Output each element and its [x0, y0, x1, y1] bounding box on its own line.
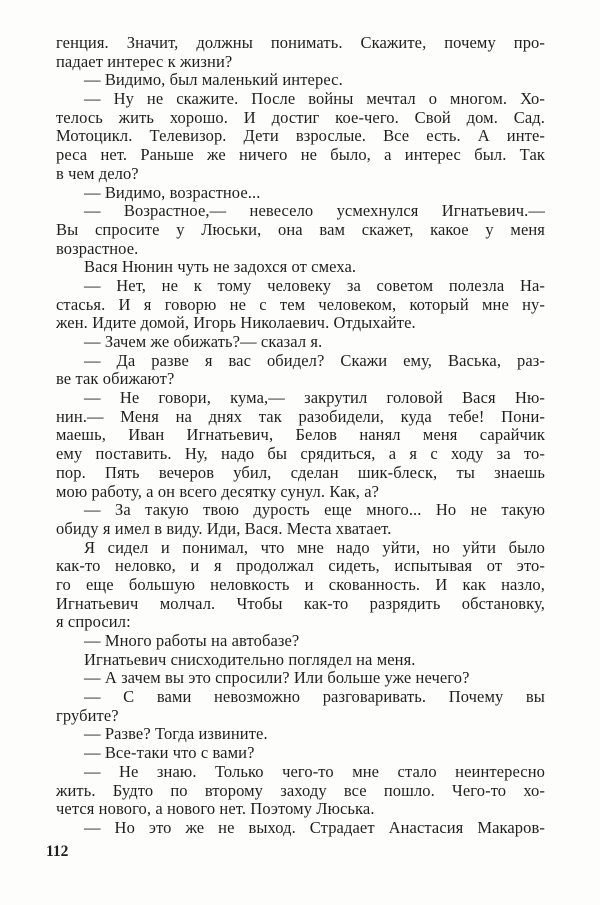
text-line: в чем дело? — [56, 164, 139, 183]
text-line: Я сидел и понимал, что мне надо уйти, но уйти было — [84, 538, 545, 557]
text-line: Мотоцикл. Телевизор. Дети взрослые. Все есть. А инте- — [56, 127, 545, 146]
text-line: генция. Значит, должны понимать. Скажите, почему про- — [56, 34, 545, 52]
text-line: Игнатьевич молчал. Чтобы как-то разрядить обстановку, — [56, 594, 545, 613]
text-line: нин.— Меня на днях так разобидели, куда тебе! Пони- — [56, 407, 545, 426]
text-line: жить. Будто по второму заходу все пошло. Чего-то хо- — [56, 781, 545, 800]
text-line: — Но это же не выход. Страдает Анастасия Макаров- — [84, 818, 545, 837]
text-line: маешь, Иван Игнатьевич, Белов нанял меня сарайчик — [56, 426, 545, 445]
text-line: — За такую твою дурость еще много... Но не такую — [84, 501, 545, 520]
page-text-block — [56, 34, 545, 838]
text-line: — Все-таки что с вами? — [84, 744, 255, 763]
text-line: — Зачем же обижать?— сказал я. — [84, 333, 323, 351]
text-line: го еще большую неловкость и скованность. И как назло, — [56, 575, 545, 594]
text-line: — С вами невозможно разговаривать. Почему вы — [84, 688, 545, 707]
page-number: 112 — [46, 843, 69, 860]
text-line: обиду я имел в виду. Иди, Вася. Места хватает. — [56, 519, 392, 538]
text-line: возрастное. — [56, 239, 139, 258]
text-line: — Да разве я вас обидел? Скажи ему, Васька, раз- — [84, 351, 545, 370]
text-line: телось жить хорошо. И достиг кое-чего. Свой дом. Сад. — [56, 108, 545, 127]
text-line: — Нет, не к тому человеку за советом полезла На- — [84, 276, 545, 295]
text-line: — Не говори, кума,— закрутил головой Вася Ню- — [84, 389, 545, 408]
text-line: пор. Пять вечеров убил, сделан шик-блеск, ты знаешь — [56, 463, 545, 482]
text-line: — Не знаю. Только чего-то мне стало неинтересно — [84, 762, 545, 781]
text-line: — Видимо, возрастное... — [84, 183, 261, 202]
text-line: ему поставить. Ну, надо бы срядиться, а я с ходу за то- — [56, 445, 545, 464]
text-line: — Разве? Тогда извините. — [84, 725, 268, 744]
text-line: жен. Идите домой, Игорь Николаевич. Отдыхайте. — [56, 314, 416, 333]
text-line: — Возрастное,— невесело усмехнулся Игнатьевич.— — [84, 202, 545, 221]
text-line: я спросил: — [56, 613, 131, 632]
text-line: — Видимо, был маленький интерес. — [84, 71, 343, 90]
text-line: Вася Нюнин чуть не задохся от смеха. — [84, 258, 357, 277]
text-line: Вы спросите у Люськи, она вам скажет, какое у меня — [56, 220, 545, 239]
text-line: — Ну не скажите. После войны мечтал о многом. Хо- — [84, 90, 545, 109]
text-line: Игнатьевич снисходительно поглядел на меня. — [84, 650, 416, 669]
text-line: реса нет. Раньше же ничего не было, а интерес был. Так — [56, 146, 545, 165]
text-line: стасья. И я говорю не с тем человеком, который мне ну- — [56, 295, 545, 314]
text-line: грубите? — [56, 706, 119, 725]
text-line: — Много работы на автобазе? — [84, 632, 300, 650]
text-line: ве так обижают? — [56, 370, 175, 389]
text-line: мою работу, а он всего десятку сунул. Как, а? — [56, 482, 380, 501]
text-line: как-то неловко, и я продолжал сидеть, испытывая от это- — [56, 557, 545, 576]
text-line: — А зачем вы это спросили? Или больше уже нечего? — [84, 669, 470, 688]
text-line: чется нового, а нового нет. Поэтому Люська. — [56, 800, 375, 819]
text-line: падает интерес к жизни? — [56, 52, 233, 71]
